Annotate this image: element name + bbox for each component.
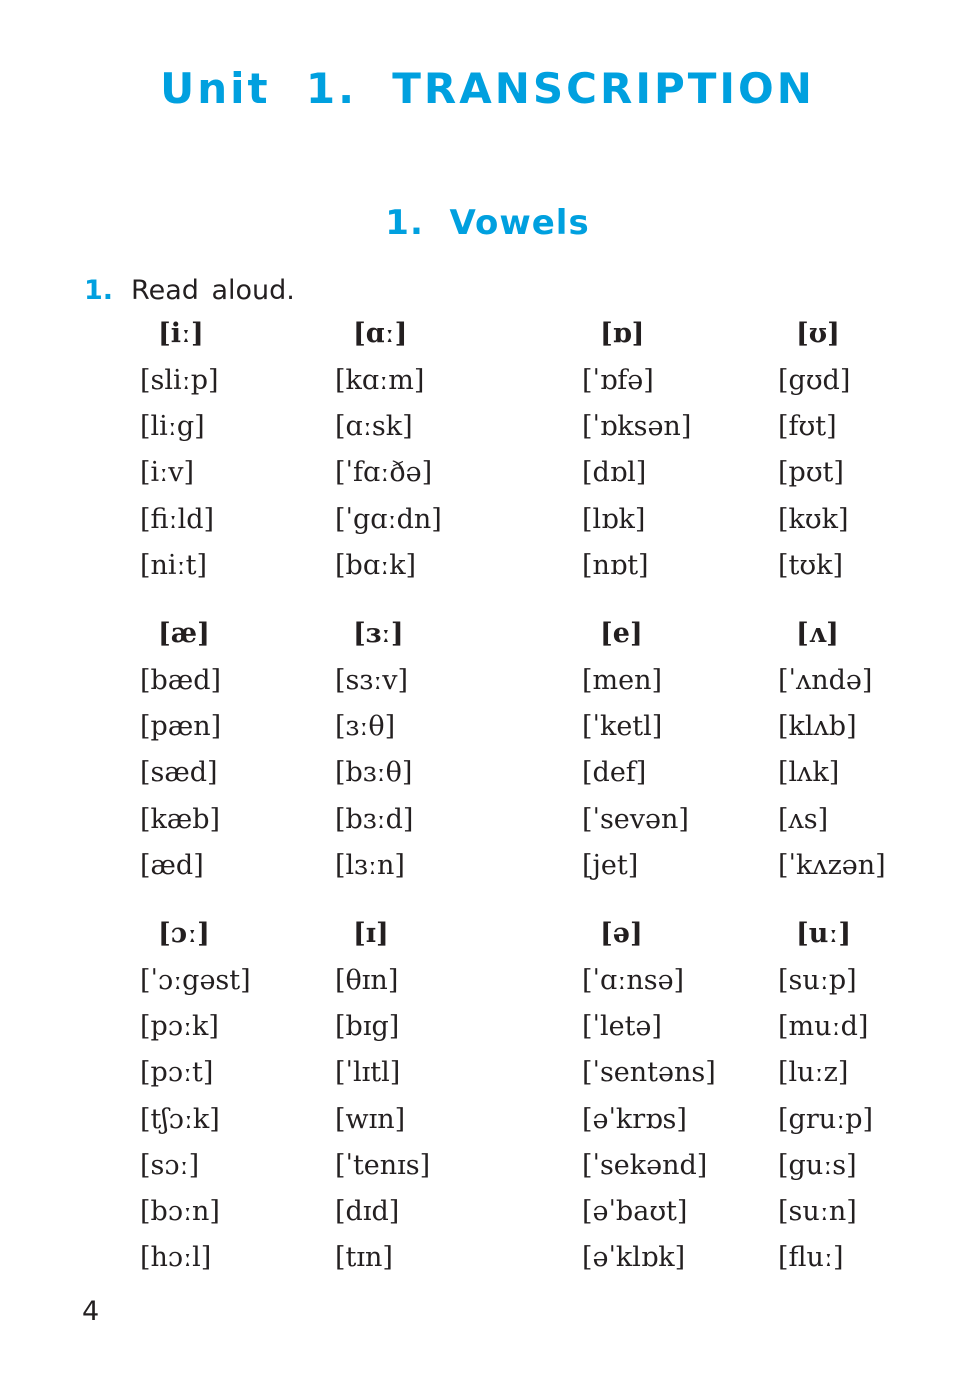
transcription-word: [ɑːsk] xyxy=(335,411,413,443)
vowel-symbol-header: [ʌ] xyxy=(796,618,839,649)
vowel-symbol-header: [iː] xyxy=(158,318,204,349)
transcription-word: [fiːld] xyxy=(140,503,215,535)
transcription-word: [iːv] xyxy=(140,457,195,489)
transcription-word: [fʊt] xyxy=(778,411,837,443)
transcription-word: [ˈsentəns] xyxy=(582,1057,716,1089)
transcription-word: [ˈtenɪs] xyxy=(335,1149,431,1181)
task-text: Read aloud. xyxy=(131,275,295,306)
transcription-word: [lʌk] xyxy=(778,757,840,789)
transcription-word: [sɜːv] xyxy=(335,665,409,696)
vowel-column xyxy=(778,618,968,889)
transcription-word: [θɪn] xyxy=(335,965,399,996)
transcription-word: [pæn] xyxy=(140,711,222,743)
transcription-word: [tɪn] xyxy=(335,1242,393,1274)
transcription-word: [bɜːd] xyxy=(335,803,414,835)
transcription-word: [klʌb] xyxy=(778,711,857,743)
vowel-symbol-header: [ɪ] xyxy=(353,918,389,949)
transcription-word: [men] xyxy=(582,665,663,696)
unit-title: Unit 1. TRANSCRIPTION xyxy=(160,64,815,113)
vowel-symbol-header: [ɒ] xyxy=(600,318,645,349)
transcription-word: [ˈketl] xyxy=(582,711,663,743)
transcription-word: [tʃɔːk] xyxy=(140,1103,220,1135)
vowel-column xyxy=(140,318,330,589)
transcription-word: [ˈfɑːðə] xyxy=(335,457,433,489)
transcription-word: [niːt] xyxy=(140,549,208,581)
transcription-word: [pʊt] xyxy=(778,457,844,489)
transcription-word: [ˈletə] xyxy=(582,1011,662,1043)
vowel-column xyxy=(140,618,330,889)
transcription-word: [muːd] xyxy=(778,1011,869,1043)
transcription-word: [tʊk] xyxy=(778,549,844,581)
vowel-column xyxy=(335,318,525,589)
transcription-word: [suːn] xyxy=(778,1195,857,1227)
transcription-word: [əˈkrɒs] xyxy=(582,1103,687,1135)
transcription-word: [ˈʌndə] xyxy=(778,665,873,696)
transcription-word: [æd] xyxy=(140,849,204,881)
vowel-symbol-header: [ɔː] xyxy=(158,918,210,949)
vowel-symbol-header: [ɑː] xyxy=(353,318,408,349)
transcription-word: [liːg] xyxy=(140,411,205,443)
vowel-symbol-header: [e] xyxy=(600,618,643,649)
transcription-word: [dɪd] xyxy=(335,1195,400,1227)
transcription-word: [pɔːt] xyxy=(140,1057,214,1089)
transcription-word: [luːz] xyxy=(778,1057,849,1089)
vowel-column xyxy=(335,918,525,1281)
transcription-word: [sliːp] xyxy=(140,365,219,396)
transcription-word: [wɪn] xyxy=(335,1103,406,1135)
transcription-word: [ˈlɪtl] xyxy=(335,1057,401,1089)
vowel-column xyxy=(778,318,968,589)
transcription-word: [suːp] xyxy=(778,965,857,996)
section-title: 1. Vowels xyxy=(385,203,590,243)
vowel-symbol-header: [ə] xyxy=(600,918,643,949)
transcription-word: [bɜːθ] xyxy=(335,757,413,789)
transcription-word: [gʊd] xyxy=(778,365,851,396)
transcription-word: [ˈɒfə] xyxy=(582,365,654,396)
transcription-word: [ˈkʌzən] xyxy=(778,849,886,881)
transcription-word: [jet] xyxy=(582,849,639,881)
transcription-word: [guːs] xyxy=(778,1149,857,1181)
transcription-word: [əˈklɒk] xyxy=(582,1242,686,1274)
transcription-word: [ˈɑːnsə] xyxy=(582,965,685,996)
vowel-column xyxy=(335,618,525,889)
transcription-word: [ˈɔːgəst] xyxy=(140,965,251,996)
transcription-word: [nɒt] xyxy=(582,549,649,581)
transcription-word: [fluː] xyxy=(778,1242,844,1274)
transcription-word: [ʌs] xyxy=(778,803,829,835)
vowel-symbol-header: [uː] xyxy=(796,918,852,949)
transcription-word: [kʊk] xyxy=(778,503,849,535)
transcription-word: [bɔːn] xyxy=(140,1195,220,1227)
transcription-word: [sæd] xyxy=(140,757,218,789)
transcription-word: [kɑːm] xyxy=(335,365,425,396)
transcription-word: [bɪg] xyxy=(335,1011,400,1043)
transcription-word: [əˈbaʊt] xyxy=(582,1195,688,1227)
task-instruction xyxy=(84,275,295,306)
transcription-word: [dɒl] xyxy=(582,457,647,489)
transcription-word: [def] xyxy=(582,757,647,789)
vowel-symbol-header: [ʊ] xyxy=(796,318,840,349)
transcription-word: [kæb] xyxy=(140,803,221,835)
transcription-word: [ˈɒksən] xyxy=(582,411,692,443)
transcription-word: [bæd] xyxy=(140,665,222,696)
transcription-word: [lɜːn] xyxy=(335,849,405,881)
transcription-word: [ˈsevən] xyxy=(582,803,689,835)
vowel-column xyxy=(140,918,330,1281)
transcription-word: [ˈgɑːdn] xyxy=(335,503,442,535)
task-number: 1. xyxy=(84,275,114,306)
vowel-symbol-header: [ɜː] xyxy=(353,618,404,649)
vowel-symbol-header: [æ] xyxy=(158,618,210,649)
transcription-word: [ˈsekənd] xyxy=(582,1149,708,1181)
transcription-word: [lɒk] xyxy=(582,503,646,535)
transcription-word: [pɔːk] xyxy=(140,1011,219,1043)
vowel-column xyxy=(582,618,772,889)
transcription-word: [hɔːl] xyxy=(140,1242,212,1274)
vowel-column xyxy=(582,318,772,589)
transcription-word: [gruːp] xyxy=(778,1103,874,1135)
vowel-column xyxy=(778,918,968,1281)
transcription-word: [bɑːk] xyxy=(335,549,417,581)
transcription-word: [sɔː] xyxy=(140,1149,200,1181)
transcription-word: [ɜːθ] xyxy=(335,711,396,743)
page-number: 4 xyxy=(82,1296,100,1327)
vowel-column xyxy=(582,918,772,1281)
